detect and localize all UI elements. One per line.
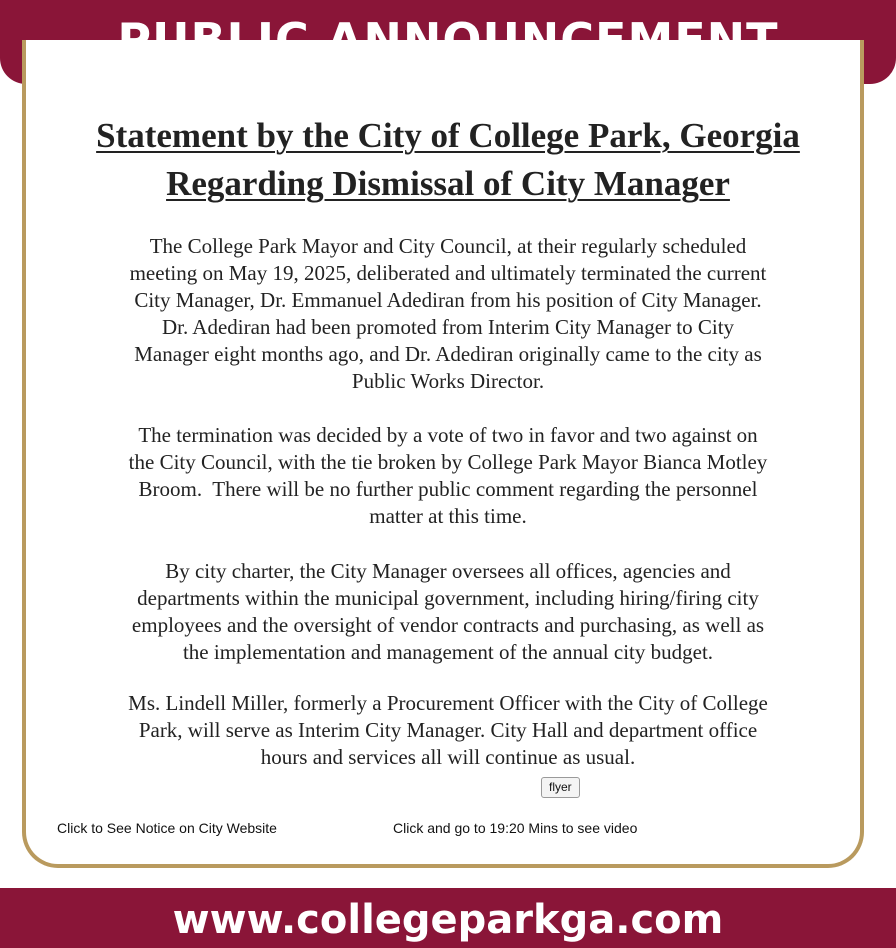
text-line: Ms. Lindell Miller, formerly a Procurement Officer with the City of College <box>128 691 768 715</box>
headline-line-2: Regarding Dismissal of City Manager <box>166 164 730 203</box>
footer-banner <box>0 888 896 948</box>
text-line: employees and the oversight of vendor contracts and purchasing, as well as <box>131 613 765 637</box>
text-line: the City Council, with the tie broken by College Park Mayor Bianca Motley <box>128 450 768 474</box>
paragraph-vote <box>40 422 856 530</box>
text-line: matter at this time. <box>369 504 527 528</box>
text-line: By city charter, the City Manager oversees all offices, agencies and <box>165 559 731 583</box>
video-link[interactable]: Click and go to 19:20 Mins to see video <box>393 820 638 836</box>
text-line: Public Works Director. <box>351 369 545 393</box>
headline-line-1: Statement by the City of College Park, Georgia <box>96 116 800 155</box>
paragraph-charter <box>40 558 856 666</box>
statement-headline <box>30 112 866 208</box>
flyer-button[interactable]: flyer <box>541 777 580 798</box>
text-line: Broom. There will be no further public comment regarding the personnel <box>138 477 758 501</box>
text-line: City Manager, Dr. Emmanuel Adediran from his position of City Manager. <box>134 288 762 312</box>
paragraph-interim-manager <box>40 690 856 771</box>
paragraph-dismissal <box>40 233 856 395</box>
text-line: departments within the municipal government, including hiring/firing city <box>137 586 759 610</box>
text-line: hours and services all will continue as usual. <box>260 745 636 769</box>
text-line: Dr. Adediran had been promoted from Interim City Manager to City <box>161 315 735 339</box>
text-line: meeting on May 19, 2025, deliberated and ultimately terminated the current <box>129 261 767 285</box>
city-website-notice-link[interactable]: Click to See Notice on City Website <box>57 820 277 836</box>
text-line: the implementation and management of the annual city budget. <box>182 640 714 664</box>
footer-url: www.collegeparkga.com <box>172 897 724 943</box>
text-line: The College Park Mayor and City Council, at their regularly scheduled <box>149 234 747 258</box>
text-line: Manager eight months ago, and Dr. Adediran originally came to the city as <box>134 342 762 366</box>
text-line: Park, will serve as Interim City Manager. City Hall and department office <box>138 718 758 742</box>
text-line: The termination was decided by a vote of two in favor and two against on <box>138 423 758 447</box>
